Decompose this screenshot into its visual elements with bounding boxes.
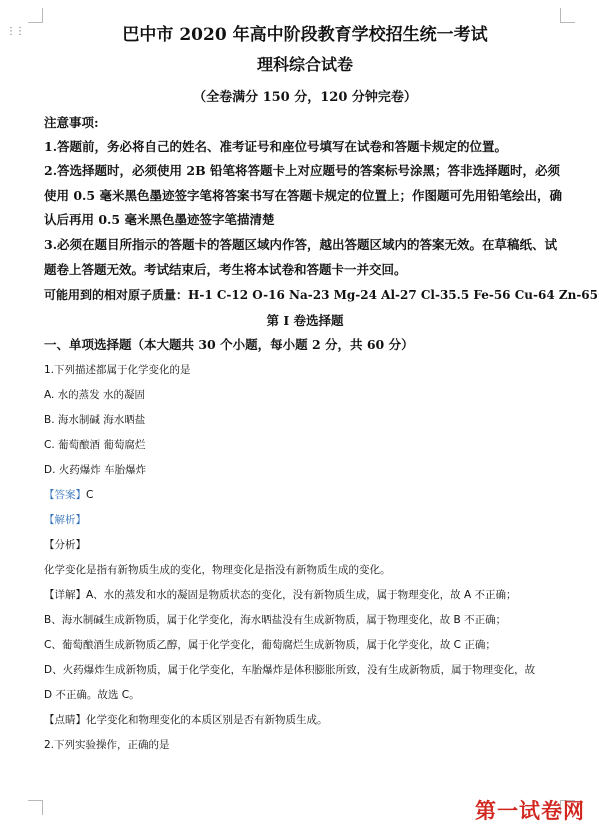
detail-line: C、葡萄酿酒生成新物质乙醇，属于化学变化，葡萄腐烂生成新物质，属于化学变化，故 C 正确；	[44, 639, 496, 651]
notice-line: 1.答题前，务必将自己的姓名、准考证号和座位号填写在试卷和答题卡规定的位置。	[44, 139, 508, 154]
review-text: 化学变化和物理变化的本质区别是否有新物质生成。	[86, 714, 328, 726]
page-corner-mark	[28, 8, 43, 23]
section-title: 第 I 卷选择题	[266, 313, 344, 328]
notice-heading: 注意事项:	[44, 115, 99, 130]
review-tag: 【点睛】	[44, 714, 86, 726]
option-b: B. 海水制碱 海水晒盐	[44, 414, 146, 426]
fenxi-text: 化学变化是指有新物质生成的变化，物理变化是指没有新物质生成的变化。	[44, 564, 391, 576]
option-c: C. 葡萄酿酒 葡萄腐烂	[44, 439, 146, 451]
answer-value: C	[86, 489, 94, 501]
exam-subtitle: 理科综合试卷	[256, 55, 353, 74]
score-note: （全卷满分 150 分，120 分钟完卷）	[193, 90, 417, 105]
answer-line	[44, 487, 93, 502]
review-line	[44, 712, 328, 727]
detail-line	[44, 587, 517, 602]
fenxi-tag: 【分析】	[44, 539, 86, 551]
answer-tag: 【答案】	[44, 489, 86, 501]
atomic-mass-line: 可能用到的相对原子质量：H-1 C-12 O-16 Na-23 Mg-24 Al-27 Cl-35.5 Fe-56 Cu-64 Zn-65	[44, 288, 599, 302]
notice-line: 3.必须在题目所指示的答题卡的答题区域内作答，越出答题区域内的答案无效。在草稿纸、试	[44, 237, 558, 252]
drag-handle-icon[interactable]: ⋮⋮	[6, 26, 24, 37]
notice-line: 题卷上答题无效。考试结束后，考生将本试卷和答题卡一并交回。	[44, 262, 407, 277]
analysis-tag: 【解析】	[44, 514, 86, 526]
notice-line: 认后再用 0.5 毫米黑色墨迹签字笔描清楚	[44, 212, 275, 227]
detail-line: D 不正确。故选 C。	[44, 689, 140, 701]
question-stem: 1.下列描述都属于化学变化的是	[44, 364, 191, 376]
detail-line: D、火药爆炸生成新物质，属于化学变化，车胎爆炸是体积膨胀所致，没有生成新物质，属于物理变化，故	[44, 664, 536, 676]
notice-line: 使用 0.5 毫米黑色墨迹签字笔将答案书写在答题卡规定的位置上；作图题可先用铅笔绘出，确	[44, 188, 562, 203]
notice-line: 2.答选择题时，必须使用 2B 铅笔将答题卡上对应题号的答案标号涂黑；答非选择题时，必须	[44, 163, 561, 178]
detail-line: B、海水制碱生成新物质，属于化学变化，海水晒盐没有生成新物质，属于物理变化，故 B 不正确；	[44, 614, 507, 626]
option-a: A. 水的蒸发 水的凝固	[44, 389, 146, 401]
question-stem: 2.下列实验操作，正确的是	[44, 739, 170, 751]
detail-text: A、水的蒸发和水的凝固是物质状态的变化，没有新物质生成，属于物理变化，故 A 不正确；	[86, 589, 517, 601]
section-part: 一、单项选择题（本大题共 30 个小题，每小题 2 分，共 60 分）	[44, 337, 414, 352]
option-d: D. 火药爆炸 车胎爆炸	[44, 464, 147, 476]
site-watermark: 第一试卷网	[475, 799, 585, 823]
page-corner-mark	[28, 800, 43, 815]
exam-title: 巴中市 2020 年高中阶段教育学校招生统一考试	[122, 25, 488, 45]
detail-tag: 【详解】	[44, 589, 86, 601]
